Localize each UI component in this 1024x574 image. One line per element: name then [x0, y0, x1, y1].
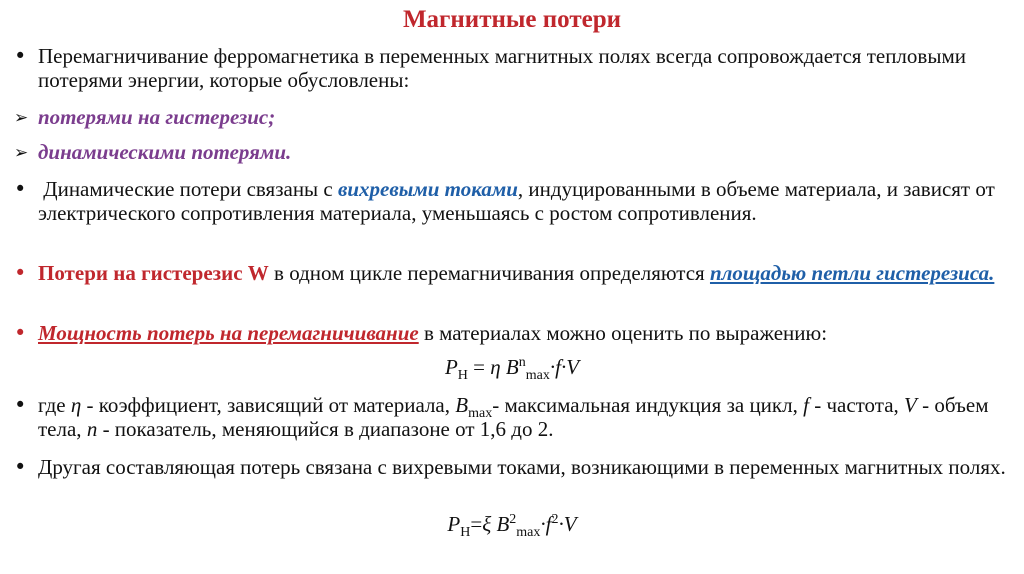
power-losses-term: Мощность потерь на перемагничивание: [38, 321, 419, 345]
hysteresis-term: Потери на гистерезис W: [38, 261, 269, 285]
bullet-dot-icon: •: [14, 177, 27, 201]
sub-item-hysteresis-text: потерями на гистерезис;: [38, 105, 276, 129]
bullet-hysteresis-losses-text: Потери на гистерезис W в одном цикле перемагничивания определяются площадью петли гистерезиса.: [38, 261, 995, 285]
bullet-dot-icon: •: [14, 455, 27, 479]
bullet-definitions-text: где η - коэффициент, зависящий от материала, $B_{max}-$ максимальная индукция за цикл, f - частота, V - объем тела, n - показатель, меняющийся в диапазоне от 1,6 до 2.: [38, 393, 989, 441]
bullet-dot-icon: •: [14, 321, 27, 345]
formula-power-losses: $P_H = \eta$ $B^n_{max}\cdot f\cdot V$: [444, 355, 580, 384]
bullet-dynamic-losses-text: Динамические потери связаны с вихревыми токами, индуцированными в объеме материала, и зависят от электрического сопротивления материала, уменьшаясь с ростом сопротивления.: [38, 177, 995, 225]
slide-title: Магнитные потери: [402, 6, 622, 33]
loop-area-term: площадью петли гистерезиса.: [709, 261, 995, 285]
eddy-currents-term: вихревыми токами: [338, 177, 518, 201]
arrow-bullet-icon: ➢: [14, 108, 29, 128]
bullet-dot-icon: •: [14, 261, 27, 285]
bullet-dot-icon: •: [14, 44, 27, 68]
bullet-dot-icon: •: [14, 393, 27, 417]
sub-item-dynamic-text: динамическими потерями.: [38, 140, 292, 164]
arrow-bullet-icon: ➢: [14, 143, 29, 163]
formula-eddy-losses: $P_H=\xi$ $B^2_{max}\cdot f^2\cdot V$: [447, 512, 577, 541]
bullet-eddy-component-text: Другая составляющая потерь связана с вихревыми токами, возникающими в переменных магнитных полях.: [38, 455, 1006, 479]
bullet-power-losses-text: Мощность потерь на перемагничивание в материалах можно оценить по выражению:: [38, 321, 828, 345]
bullet-intro-text: Перемагничивание ферромагнетика в переменных магнитных полях всегда сопровождается тепловыми потерями энергии, которые обусловлены:: [38, 44, 966, 92]
